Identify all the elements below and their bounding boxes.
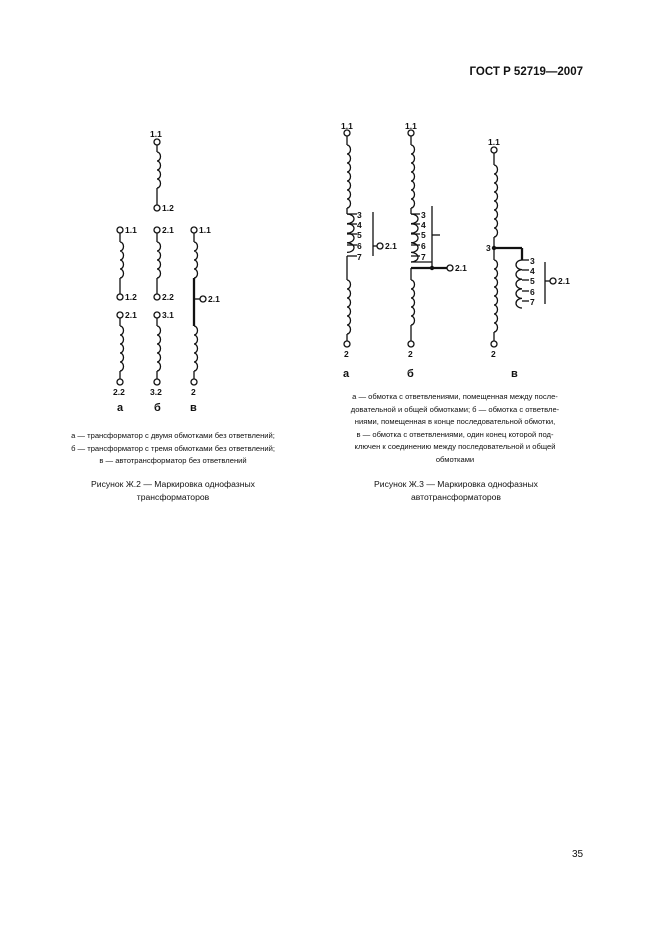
sublabel-a: а: [117, 402, 124, 414]
terminal-label: 2.2: [113, 387, 125, 397]
terminal-label: 2.1: [162, 225, 174, 235]
note-line: довательной и общей обмотками; б — обмотка с ответвле-: [350, 404, 560, 414]
tap-label: 5: [530, 276, 535, 286]
note-line: обмотками: [435, 454, 475, 464]
note-line: в — автотрансформатор без ответвлений: [99, 456, 247, 465]
note-line: а — трансформатор с двумя обмотками без ответвлений;: [71, 431, 275, 440]
tap-label: 3: [486, 243, 491, 253]
terminal-label: 2.1: [455, 263, 467, 273]
note-line: ниями, помещенная в конце последовательной обмотки,: [354, 417, 556, 426]
terminal-label: 1.2: [162, 203, 174, 213]
tap-label: 7: [421, 252, 426, 262]
tap-label: 3: [421, 210, 426, 220]
tap-label: 3: [530, 256, 535, 266]
tap-label: 4: [357, 220, 362, 230]
tap-label: 3: [357, 210, 362, 220]
tap-label: 5: [357, 230, 362, 240]
figure-3-caption: [343, 478, 569, 504]
tap-label: 4: [530, 266, 535, 276]
figure-2-note: [50, 430, 296, 468]
tap-label: 4: [421, 220, 426, 230]
figure-2-caption: [60, 478, 286, 504]
page-number: 35: [572, 849, 584, 860]
winding-coil: [157, 152, 161, 188]
note-line: б — трансформатор с тремя обмотками без ответвлений;: [71, 443, 275, 453]
terminal-label: 2.1: [125, 310, 137, 320]
tap-label: 6: [357, 241, 362, 251]
terminal: [154, 139, 160, 145]
tap-label: 6: [421, 241, 426, 251]
terminal-label: 1.1: [405, 121, 417, 131]
terminal-label: 2.1: [208, 294, 220, 304]
terminal-label: 2.2: [162, 292, 174, 302]
terminal-label: 2: [491, 349, 496, 359]
terminal-label: 1.1: [150, 129, 162, 139]
tap-label: 7: [530, 297, 535, 307]
terminal-label: 2.1: [558, 276, 570, 286]
figure-2-diagrams: [113, 129, 220, 414]
terminal-label: 2: [408, 349, 413, 359]
caption-line: Рисунок Ж.2 — Маркировка однофазных: [91, 479, 255, 489]
figure-3-note: [333, 391, 577, 466]
terminal-label: 1.1: [199, 225, 211, 235]
note-line: ключен к соединению между последовательной и общей: [354, 442, 556, 451]
caption-line: трансформаторов: [136, 492, 210, 502]
sublabel-b: б: [154, 402, 161, 414]
tap-label: 7: [357, 252, 362, 262]
sublabel-c: в: [190, 402, 197, 414]
sublabel-c: в: [511, 368, 518, 380]
terminal-label: 1.1: [125, 225, 137, 235]
tap-label: 5: [421, 230, 426, 240]
terminal-label: 2: [344, 349, 349, 359]
terminal-label: 3.1: [162, 310, 174, 320]
terminal-label: 3.2: [150, 387, 162, 397]
terminal-label: 1.2: [125, 292, 137, 302]
sublabel-a: а: [343, 368, 350, 380]
figure-3-diagrams: [341, 121, 570, 380]
note-line: а — обмотка с ответвлениями, помещенная между после-: [352, 392, 558, 401]
caption-line: автотрансформаторов: [411, 492, 501, 502]
terminal-label: 2.1: [385, 241, 397, 251]
terminal-label: 2: [191, 387, 196, 397]
tap-label: 6: [530, 287, 535, 297]
terminal-label: 1.1: [341, 121, 353, 131]
sublabel-b: б: [407, 368, 414, 380]
document-header: ГОСТ Р 52719—2007: [469, 66, 583, 78]
note-line: в — обмотка с ответвлениями, один конец которой под-: [356, 429, 554, 439]
terminal-label: 1.1: [488, 137, 500, 147]
caption-line: Рисунок Ж.3 — Маркировка однофазных: [374, 479, 538, 489]
